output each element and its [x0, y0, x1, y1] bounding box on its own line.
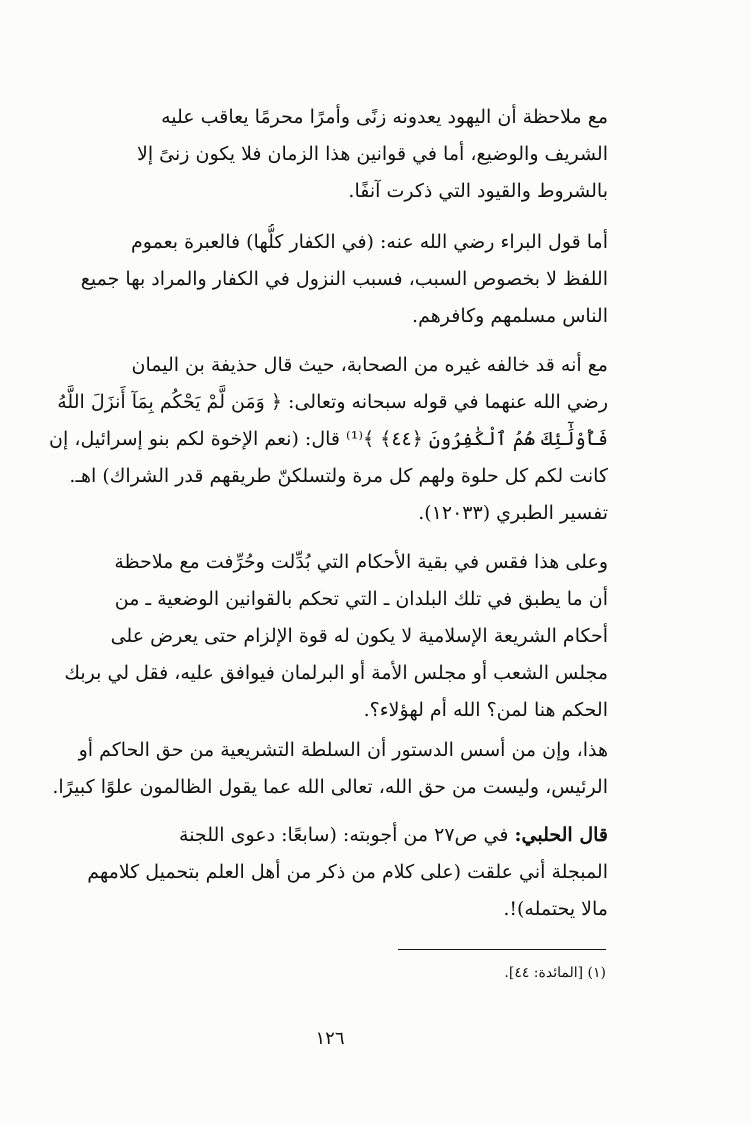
- footnote: (١) [المائدة: ٤٤].: [504, 965, 606, 981]
- paragraph-line: أحكام الشريعة الإسلامية لا يكون له قوة الإلزام حتى يعرض على: [110, 625, 608, 647]
- paragraph-5: [46, 732, 608, 806]
- paragraph-6: [46, 817, 608, 928]
- paragraph-3: [46, 347, 608, 532]
- paragraph-line: الرئيس، وليست من حق الله، تعالى الله عما يقول الظالمون علوًا كبيرًا.: [52, 776, 608, 798]
- paragraph-1: [46, 99, 608, 210]
- footnote-divider: [398, 949, 606, 950]
- paragraph-line: هذا، وإن من أسس الدستور أن السلطة التشريعية من حق الحاكم أو: [78, 739, 608, 761]
- paragraph-line: مجلس الشعب أو مجلس الأمة أو البرلمان فيوافق عليه، فقل لي بربك: [64, 662, 608, 684]
- paragraph-line: تفسير الطبري (١٢٠٣٣).: [418, 502, 608, 524]
- paragraph-line: مع ملاحظة أن اليهود يعدونه زنًى وأمرًا محرمًا يعاقب عليه: [161, 106, 608, 128]
- speaker-name: قال الحلبي:: [514, 824, 608, 846]
- paragraph-line: الناس مسلمهم وكافرهم.: [412, 305, 608, 327]
- paragraph-line: بالشروط والقيود التي ذكرت آنفًا.: [348, 180, 608, 202]
- paragraph-line: اللفظ لا بخصوص السبب، فسبب النزول في الكفار والمراد بها جميع: [80, 268, 608, 290]
- paragraph-4: [46, 544, 608, 729]
- paragraph-line: وعلى هذا فقس في بقية الأحكام التي بُدِّلت وحُرِّفت مع ملاحظة: [114, 551, 608, 573]
- paragraph-line: أن ما يطبق في تلك البلدان ـ التي تحكم بالقوانين الوضعية ـ من: [114, 588, 608, 610]
- paragraph-line: مالا يحتمله)!.: [503, 898, 608, 920]
- paragraph-line: رضي الله عنهما في قوله سبحانه وتعالى: ﴿ وَمَن لَّمْ يَحْكُم بِمَآ أَنزَلَ اللَّهُ: [57, 391, 608, 413]
- paragraph-line: أما قول البراء رضي الله عنه: (في الكفار كلُّها) فالعبرة بعموم: [131, 231, 608, 253]
- paragraph-line: [46, 817, 608, 854]
- page-number: ١٢٦: [315, 1028, 345, 1049]
- paragraph-line: الشريف والوضيع، أما في قوانين هذا الزمان فلا يكون زنىً إلا: [137, 143, 608, 165]
- quran-verse-line: فَأُوْلَٰٓئِكَ هُمُ ٱلْكَٰفِرُونَ ﴿٤٤﴾ ﴾⁽¹⁾ قال: (نعم الإخوة لكم بنو إسرائيل، إن: [49, 428, 608, 450]
- paragraph-line: مع أنه قد خالفه غيره من الصحابة، حيث قال حذيفة بن اليمان: [131, 354, 608, 376]
- paragraph-2: [46, 224, 608, 335]
- paragraph-line-text: في ص٢٧ من أجوبته: (سابعًا: دعوى اللجنة: [179, 824, 515, 846]
- paragraph-line: الحكم هنا لمن؟ الله أم لهؤلاء؟.: [363, 699, 608, 721]
- paragraph-line: كانت لكم كل حلوة ولهم كل مرة ولتسلكنّ طريقهم قدر الشراك) اهـ.: [69, 465, 608, 487]
- paragraph-line: المبجلة أني علقت (على كلام من ذكر من أهل العلم بتحميل كلامهم: [87, 861, 608, 883]
